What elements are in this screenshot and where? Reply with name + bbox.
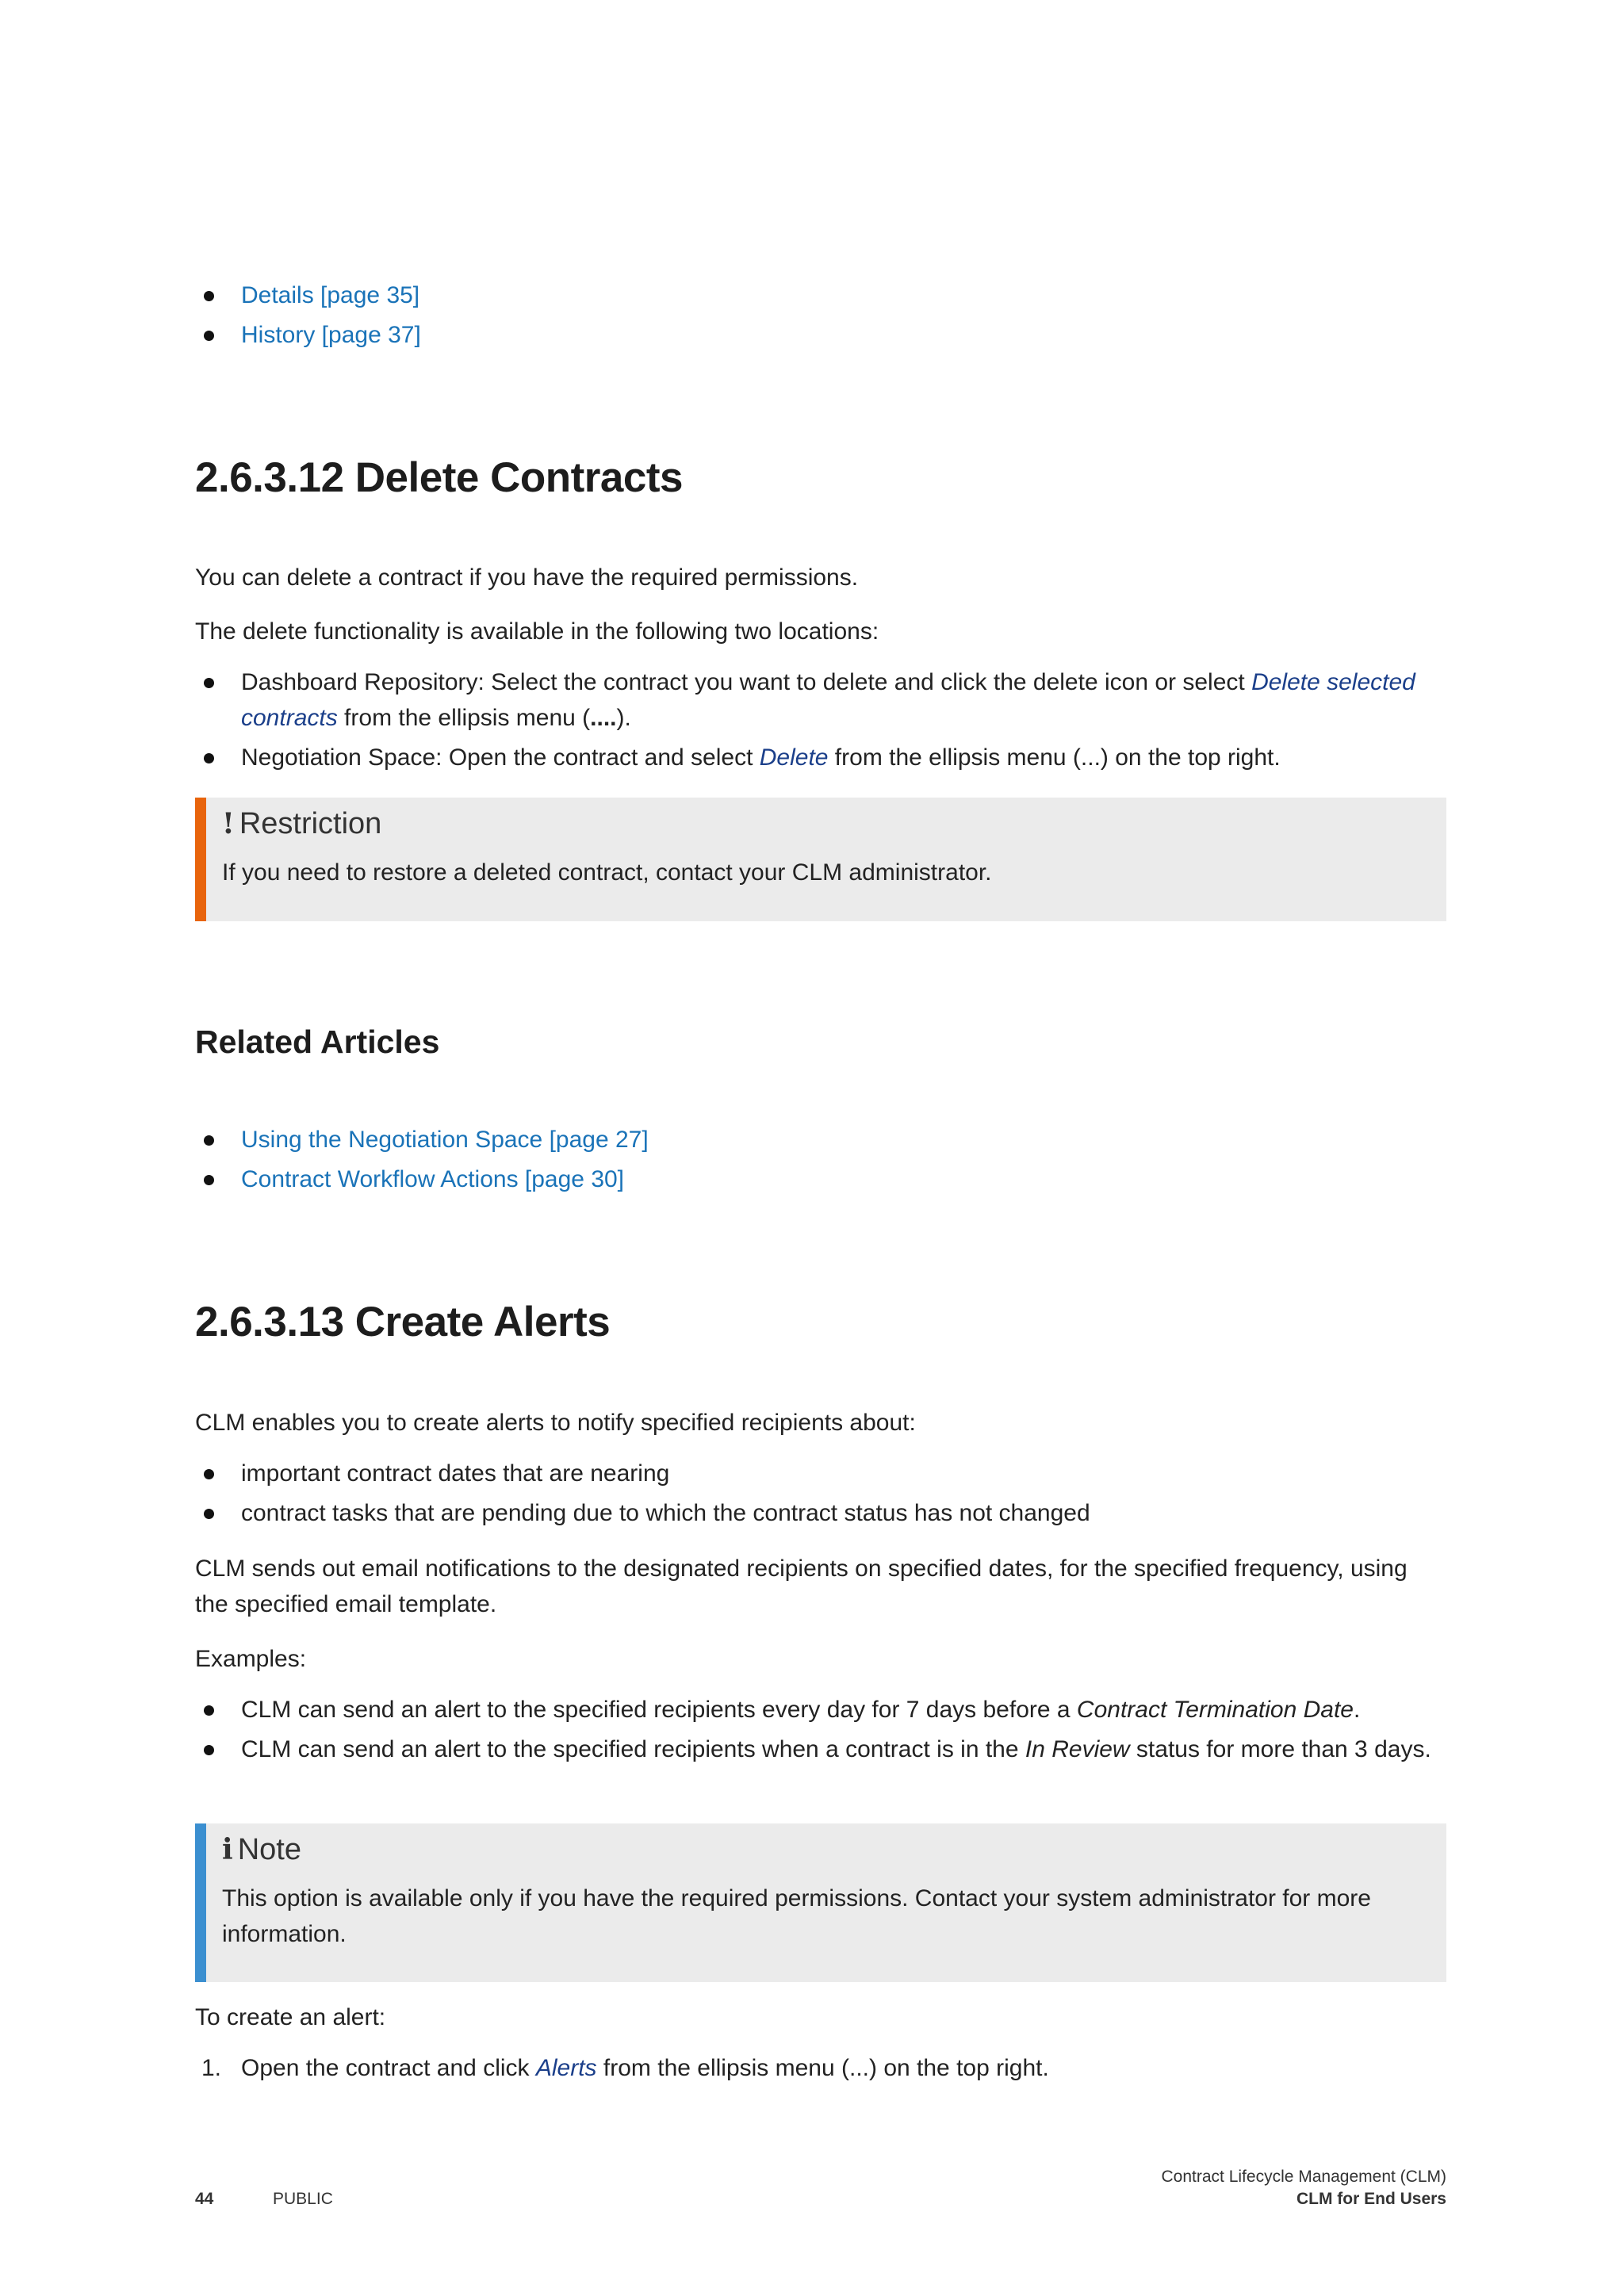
callout-title [222,1823,1418,1869]
restriction-callout [195,798,1446,921]
text: CLM can send an alert to the specified recipients when a contract is in the [241,1736,1025,1762]
callout-accent-bar [195,1823,206,1982]
doc-subtitle: CLM for End Users [1296,2190,1446,2208]
delete-selected-contracts-link[interactable]: Delete selected contracts [241,669,1415,731]
paragraph: Examples: [195,1646,307,1672]
paragraph: CLM sends out email notifications to the designated recipients on specified dates, for the specified frequency, using the specified email template. [195,1556,1408,1617]
info-icon: i [222,1833,233,1866]
create-alert-steps [195,2050,1446,2090]
section-heading-delete-contracts: 2.6.3.12 Delete Contracts [195,454,683,501]
text: from the ellipsis menu (...) on the top right. [828,744,1281,771]
text: status for more than 3 days. [1129,1736,1431,1762]
related-articles-list [195,1122,1446,1201]
paragraph: You can delete a contract if you have the required permissions. [195,564,859,591]
text: Negotiation Space: Open the contract and select [241,744,760,771]
text: from the ellipsis menu ( [337,705,591,731]
section-heading-create-alerts: 2.6.3.13 Create Alerts [195,1299,611,1345]
related-articles-heading: Related Articles [195,1024,440,1060]
delete-link[interactable]: Delete [759,744,829,771]
classification-label: PUBLIC [273,2190,333,2208]
contract-workflow-actions-link[interactable]: Contract Workflow Actions [page 30] [241,1166,625,1192]
callout-title-text: Note [237,1833,301,1866]
emphasis: In Review [1025,1736,1130,1762]
list-item: important contract dates that are nearing [195,1456,1446,1491]
list-item [195,2050,1446,2086]
alert-topics-list [195,1456,1446,1535]
callout-title-text: Restriction [239,807,382,840]
alerts-link[interactable]: Alerts [535,2055,597,2081]
paragraph: CLM enables you to create alerts to notify specified recipients about: [195,1410,916,1436]
exclamation-icon: ! [222,807,235,840]
text: from the ellipsis menu (...) on the top right. [596,2055,1049,2081]
delete-locations-list [195,664,1446,779]
callout-text: This option is available only if you have the required permissions. Contact your system administrator for more information. [222,1885,1371,1947]
page-number: 44 [195,2190,214,2208]
paragraph: To create an alert: [195,2004,386,2030]
list-item [195,740,1446,775]
text: . [1353,1697,1361,1723]
list-item [195,277,1446,313]
list-item: contract tasks that are pending due to which the contract status has not changed [195,1495,1446,1531]
callout-title [222,798,1418,844]
list-item [195,1692,1446,1728]
text: ). [616,705,631,731]
top-link-list [195,277,1446,357]
list-item [195,1161,1446,1197]
list-item [195,664,1446,736]
text: CLM can send an alert to the specified recipients every day for 7 days before a [241,1697,1077,1723]
list-item [195,1732,1446,1767]
note-callout [195,1823,1446,1982]
details-link[interactable]: Details [page 35] [241,282,420,308]
ellipsis-glyph: .... [590,705,617,731]
text: Open the contract and click [241,2055,536,2081]
emphasis: Contract Termination Date [1076,1697,1354,1723]
callout-text: If you need to restore a deleted contract, contact your CLM administrator. [222,859,992,886]
using-negotiation-space-link[interactable]: Using the Negotiation Space [page 27] [241,1127,649,1153]
examples-list [195,1692,1446,1771]
callout-accent-bar [195,798,206,921]
history-link[interactable]: History [page 37] [241,322,421,348]
paragraph: The delete functionality is available in the following two locations: [195,618,879,645]
step-number: 1. [201,2055,222,2081]
list-item [195,317,1446,353]
doc-title: Contract Lifecycle Management (CLM) [1161,2168,1446,2186]
list-item [195,1122,1446,1158]
text: Dashboard Repository: Select the contract you want to delete and click the delete icon or select [241,669,1252,695]
